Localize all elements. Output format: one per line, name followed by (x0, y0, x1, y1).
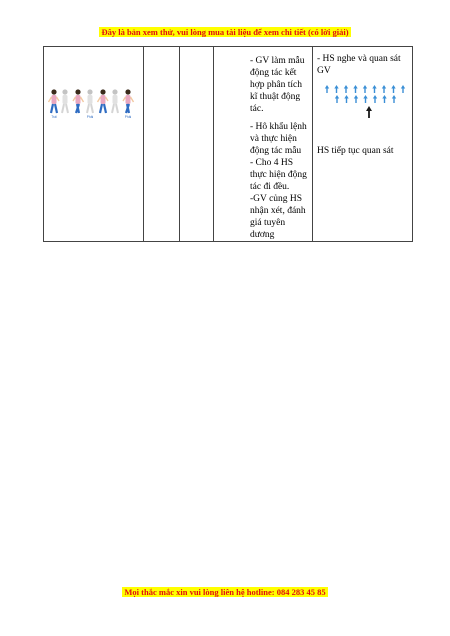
illustration-cell (44, 47, 144, 242)
preview-banner (0, 27, 450, 37)
teacher-activity-cell (214, 47, 313, 242)
student-activity-listen: - HS nghe và quan sát GV (317, 54, 401, 76)
preview-banner-text: Đây là bản xem thử, vui lòng mua tài liệu để xem chi tiết (có lời giải) (101, 27, 349, 37)
student-figure (98, 89, 109, 113)
student-activity-cell (313, 47, 413, 242)
student-figure (112, 89, 118, 113)
hotline-banner (0, 587, 450, 597)
student-figure (73, 89, 84, 113)
student-arrow-icon (335, 95, 339, 103)
student-activity-follow: HS tiếp tục quan sát (317, 146, 394, 156)
student-arrow-icon (382, 85, 386, 93)
student-arrow-icon (334, 85, 338, 93)
student-arrow-icon (391, 85, 395, 93)
arrow-row (335, 95, 396, 103)
student-arrow-icon (353, 85, 357, 93)
student-arrow-icon (363, 85, 367, 93)
student-arrow-icon (354, 95, 358, 103)
step-caption: Trái (51, 115, 57, 119)
table-row (44, 47, 413, 242)
student-figure (123, 89, 134, 113)
student-arrow-icon (344, 95, 348, 103)
student-arrow-icon (392, 95, 396, 103)
empty-cell (144, 47, 180, 242)
student-arrow-icon (373, 95, 377, 103)
student-arrow-icon (325, 85, 329, 93)
student-arrow-icon (382, 95, 386, 103)
student-figure (49, 89, 60, 113)
teacher-marker-icon (366, 106, 372, 118)
hotline-banner-text: Mọi thắc mắc xin vui lòng liên hệ hotline: 084 283 45 85 (124, 587, 326, 597)
students-walking-illustration (48, 87, 140, 119)
student-figure (62, 89, 68, 113)
teacher-activity-item: -GV củng HS nhận xét, đánh giá tuyên dương (250, 194, 306, 240)
teacher-activity-item: - Hô khẩu lệnh và thực hiện động tác mẫu (250, 122, 307, 156)
student-arrow-icon (372, 85, 376, 93)
teacher-activity-item: - GV làm mẫu động tác kết hợp phân tích kĩ thuật động tác. (250, 56, 305, 114)
step-caption: Phải (86, 115, 94, 119)
arrow-row (325, 85, 405, 93)
student-arrow-icon (401, 85, 405, 93)
student-arrow-icon (344, 85, 348, 93)
step-caption: Phải (124, 115, 132, 119)
student-figure (87, 89, 93, 113)
empty-cell (180, 47, 214, 242)
teacher-activity-item: - Cho 4 HS thực hiện động tác đi đều. (250, 158, 307, 192)
student-arrow-icon (363, 95, 367, 103)
lesson-table (43, 46, 413, 242)
student-formation-arrows (317, 83, 409, 119)
